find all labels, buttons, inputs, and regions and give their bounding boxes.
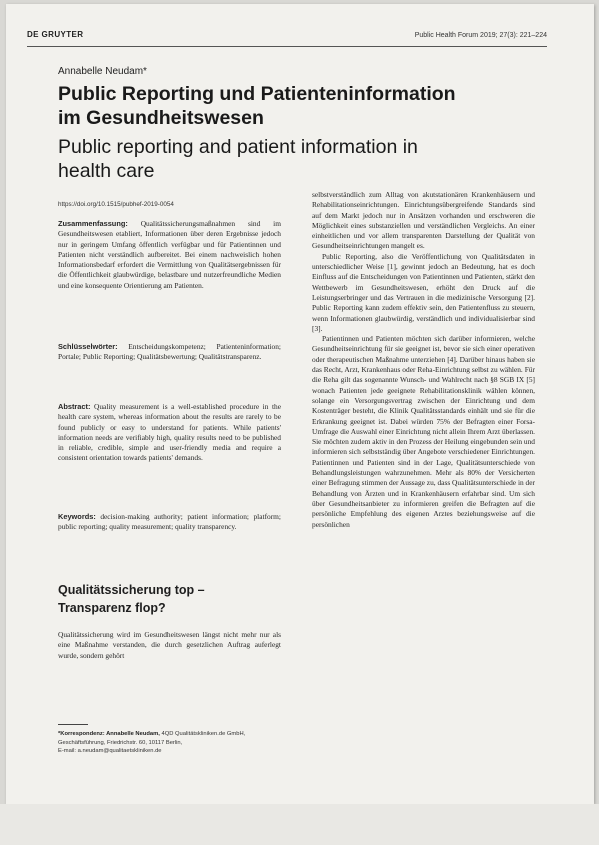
journal-citation: Public Health Forum 2019; 27(3): 221–224: [414, 32, 547, 39]
title-english: [58, 135, 528, 183]
title-english-line-1: Public reporting and patient information in: [58, 136, 418, 158]
section-intro: Qualitätssicherung wird im Gesundheitswesen längst nicht mehr nur als eine Maßnahme verstanden, die durch gesetzlichen Auftrag auferlegt wurde, sondern gehört: [58, 630, 281, 660]
title-german-line-2: im Gesundheitswesen: [58, 107, 264, 129]
keywords-german-block: [58, 342, 281, 363]
keywords-german: [58, 342, 281, 363]
body-paragraph: selbstverständlich zum Alltag von akutstationären Krankenhäusern und Rehabilitationseinrichtungen. Einrichtungsübergreifende Standards sind auf dem Markt jedoch nur in Ansätzen vorhanden und erschweren die Möglichkeit eines substanziellen und verständlichen Vergleichs. An einer einheitlichen und vor allem transparenten Darstellung der Qualität von Gesundheitseinrichtungen mangelt es.: [312, 190, 535, 251]
abstract-english-text: Quality measurement is a well-established procedure in the health care system, whereas information about the results are rarely to be found publicly or easy to understand for patients. While patients' information needs are verifiably high, quality results need to be published in reliable, credible, simple and user-friendly media and require a consistent orientation towards patients' demands.: [58, 402, 281, 463]
body-paragraph: Public Reporting, also die Veröffentlichung von Qualitätsdaten in unterschiedlicher Weise [1], gewinnt jedoch an Bedeutung, hat es doch Einfluss auf die Entscheidungen von Patientinnen und Patienten, stärkt den Wettbewerb im Gesundheitswesen, erhöht den Druck auf die Leistungserbringer und das Vertrauen in die medizinische Versorgung [2]. Public Reporting kann zudem effektiv sein, den Patientenfluss zu steuern, wenn Informationen glaubwürdig, verständlich und individualisierbar sind [3].: [312, 251, 535, 333]
abstract-english-block: [58, 402, 281, 464]
keywords-english-label: Keywords:: [58, 512, 96, 521]
footnote-label: *Korrespondenz: Annabelle Neudam,: [58, 731, 160, 737]
footnote-email[interactable]: E-mail: a.neudam@qualitaetskliniken.de: [58, 748, 162, 755]
right-column: [312, 190, 535, 530]
correspondence-footnote: [58, 730, 282, 756]
keywords-german-text: Entscheidungskompetenz; Patienteninformation; Portale; Public Reporting; Qualitätsbewertung; Qualitätstransparenz.: [58, 342, 281, 362]
keywords-english: [58, 512, 281, 533]
abstract-english-label: Abstract:: [58, 402, 91, 411]
footnote-rule: [58, 724, 88, 725]
footnote-text: 4QD Qualitätskliniken.de GmbH, Geschäftsführung, Friedrichstr. 60, 10117 Berlin,: [58, 731, 246, 746]
section-heading: Qualitätssicherung top –Transparenz flop?: [58, 583, 205, 615]
abstract-german: [58, 219, 281, 291]
section-intro-block: [58, 630, 281, 661]
abstract-german-label: Zusammenfassung:: [58, 219, 128, 228]
scan-margin: [0, 804, 599, 845]
keywords-german-label: Schlüsselwörter:: [58, 342, 118, 351]
article-page: [6, 4, 594, 804]
header-rule: [27, 46, 547, 47]
keywords-english-block: [58, 512, 281, 533]
title-english-line-2: health care: [58, 160, 155, 182]
abstract-english: [58, 402, 281, 464]
body-paragraph: Patientinnen und Patienten möchten sich darüber informieren, welche Gesundheitseinrichtung für sie geeignet ist, bevor sie sich einer operativen oder therapeutischen Maßnahme unterziehen [4]. Darüber hinaus haben sie das Recht, Arzt, Krankenhaus oder Reha-Einrichtung selbst zu wählen. Für die Reha gilt das sogenannte Wunsch- und Wahlrecht nach §8 SGB IX [5] wonach Patienten jede geeignete Rehabilitationsklinik wählen können, solange ein Versorgungsvertrag zwischen der Einrichtung und dem Kostenträger besteht, die Klinik Qualitätsstandards einhält und sie für die Erkrankung geeignet ist. Dabei würden 75% der Befragten einer Forsa-Umfrage die Auswahl einer Einrichtung nicht allein Ihrem Arzt überlassen. Sie möchten zudem aktiv in den Prozess der Heilung eingebunden sein und informieren sich selbstständig über Angebote verschiedener Einrichtungen. Patientinnen und Patienten sind in der Lage, Qualitätsunterschiede von Behandlungsleistungen wahrzunehmen. Mehr als 80% der Versicherten einer Befragung stimmen der Aussage zu, dass Qualitätsunterschiede in der Behandlung von Ärzten und in Krankenhäusern erfahrbar sind. Um sich über Gesundheitsanbieter zu informieren greifen die Befragten auf die persönliche Empfehlung des eigenen Arztes beziehungsweise auf die persönlichen: [312, 334, 535, 529]
abstract-german-text: Qualitätssicherungsmaßnahmen sind im Gesundheitswesen etabliert, Informationen über deren Ergebnisse jedoch nur in geringem Umfang öffentlich verfügbar und für Patientinnen und Patienten nicht verständlich aufbereitet. Bei einem nachweislich hohen Informationsbedarf erfordert die Vermittlung von Qualitätsergebnissen für die Öffentlichkeit glaubwürdige, belastbare und nutzerfreundliche Medien und eine konsequente Orientierung am Patienten.: [58, 219, 281, 290]
running-header: [27, 30, 547, 44]
publisher-name: DE GRUYTER: [27, 30, 84, 39]
doi-link[interactable]: https://doi.org/10.1515/pubhef-2019-0054: [58, 201, 174, 208]
author-name: Annabelle Neudam*: [58, 66, 147, 77]
left-column: [58, 219, 281, 291]
title-german-line-1: Public Reporting und Patienteninformation: [58, 83, 456, 105]
keywords-english-text: decision-making authority; patient information; platform; public reporting; quality measurement; quality transparency.: [58, 512, 281, 532]
title-german: [58, 82, 528, 130]
